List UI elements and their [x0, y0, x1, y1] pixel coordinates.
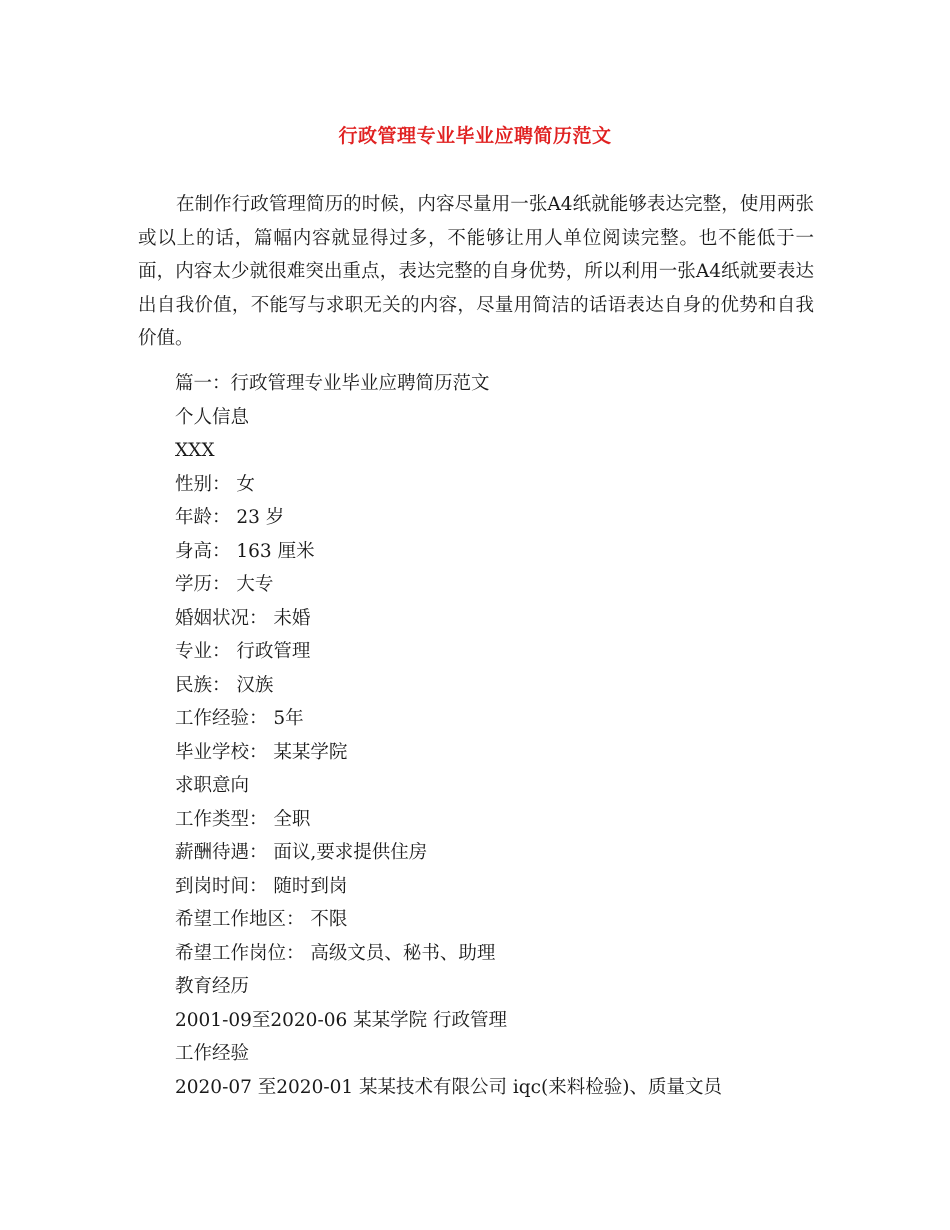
section-heading-article-one: 篇一：行政管理专业毕业应聘简历范文 — [175, 373, 490, 394]
applicant-name: XXX — [175, 440, 215, 461]
info-line-ethnicity: 民族： 汉族 — [175, 674, 274, 696]
info-line-marital-status: 婚姻状况： 未婚 — [175, 607, 311, 629]
document-title: 行政管理专业毕业应聘简历范文 — [338, 125, 612, 147]
info-line-start-time: 到岗时间： 随时到岗 — [175, 875, 348, 897]
section-heading-personal-info: 个人信息 — [175, 406, 250, 428]
info-line-salary: 薪酬待遇： 面议,要求提供住房 — [175, 842, 428, 863]
info-line-education-level: 学历： 大专 — [175, 574, 274, 595]
section-heading-education: 教育经历 — [175, 976, 250, 997]
info-line-work-experience: 工作经验： 5年 — [175, 708, 304, 729]
info-line-desired-area: 希望工作地区： 不限 — [175, 909, 348, 930]
section-heading-job-intention: 求职意向 — [175, 775, 250, 796]
work-entry: 2020-07 至2020-01 某某技术有限公司 iqc(来料检验)、质量文员 — [175, 1076, 722, 1098]
info-line-job-type: 工作类型： 全职 — [175, 808, 311, 830]
info-line-age: 年龄： 23 岁 — [175, 507, 285, 528]
info-line-major: 专业： 行政管理 — [175, 641, 311, 662]
resume-lines — [175, 367, 815, 1104]
info-line-gender: 性别： 女 — [175, 473, 255, 495]
section-heading-work-experience: 工作经验 — [175, 1043, 250, 1064]
info-line-height: 身高： 163 厘米 — [175, 540, 315, 562]
info-line-desired-position: 希望工作岗位： 高级文员、秘书、助理 — [175, 942, 496, 964]
intro-paragraph: 在制作行政管理简历的时候，内容尽量用一张A4纸就能够表达完整，使用两张或以上的话，篇幅内容就显得过多，不能够让用人单位阅读完整。也不能低于一面，内容太少就很难突出重点，表达完整的自身优势，所以利用一张A4纸就要表达出自我价值，不能写与求职无关的内容，尽量用简洁的话语表达自身的优势和自我价值。 — [138, 194, 814, 349]
education-entry: 2001-09至2020-06 某某学院 行政管理 — [175, 1009, 508, 1031]
info-line-school: 毕业学校： 某某学院 — [175, 741, 348, 763]
